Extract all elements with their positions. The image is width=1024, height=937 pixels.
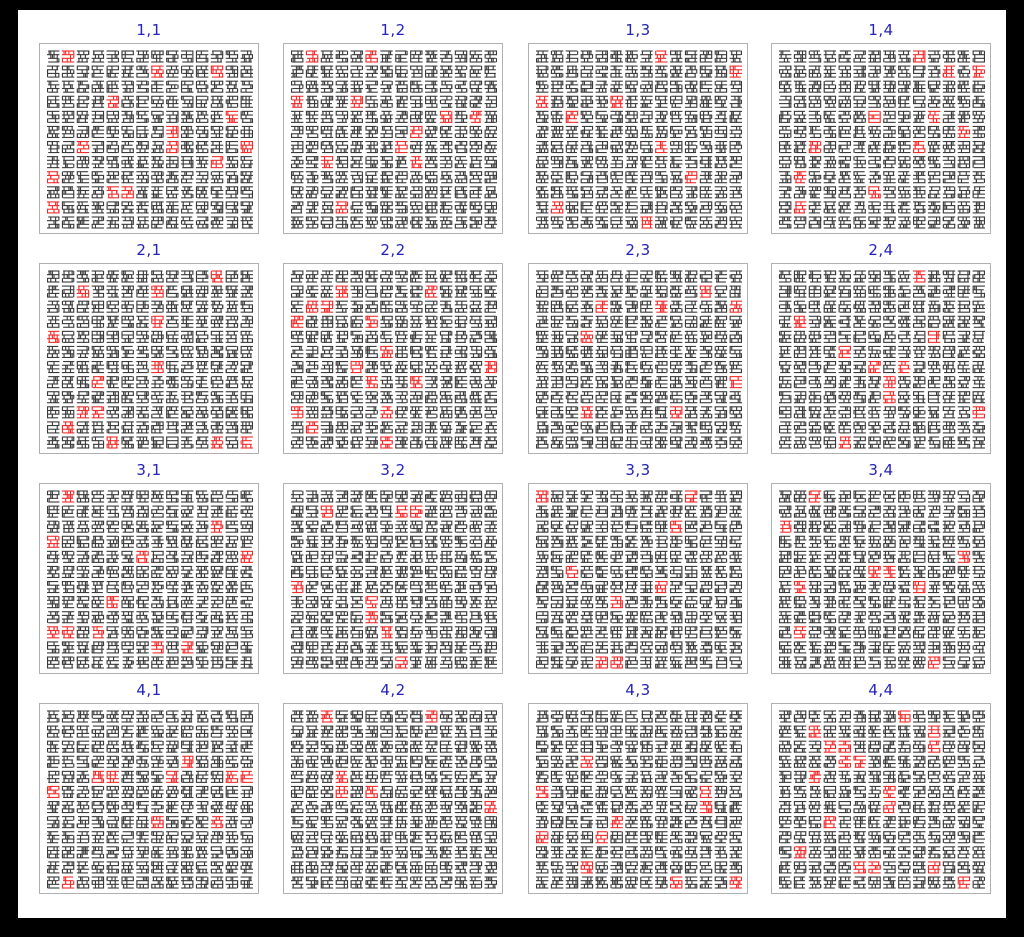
facet-cell-3-2 xyxy=(283,462,503,674)
glyph-panel xyxy=(528,263,748,454)
panel-title: 2,4 xyxy=(868,241,894,259)
glyph-canvas xyxy=(40,264,258,453)
panel-title: 3,2 xyxy=(380,461,406,479)
glyph-panel xyxy=(39,483,259,674)
panel-title: 3,4 xyxy=(868,461,894,479)
facet-cell-1-3 xyxy=(528,22,748,234)
panel-title: 1,4 xyxy=(868,21,894,39)
facet-cell-4-4 xyxy=(771,682,991,894)
facet-cell-2-1 xyxy=(39,242,259,454)
facet-cell-2-4 xyxy=(771,242,991,454)
glyph-panel xyxy=(771,263,991,454)
figure-canvas xyxy=(18,10,1006,918)
glyph-panel xyxy=(528,483,748,674)
glyph-canvas xyxy=(529,264,747,453)
glyph-panel xyxy=(39,43,259,234)
glyph-canvas xyxy=(284,264,502,453)
panel-title: 4,2 xyxy=(380,681,406,699)
panel-title: 4,4 xyxy=(868,681,894,699)
panel-title: 3,1 xyxy=(136,461,162,479)
facet-cell-3-1 xyxy=(39,462,259,674)
glyph-canvas xyxy=(284,44,502,233)
panel-title: 1,2 xyxy=(380,21,406,39)
glyph-canvas xyxy=(772,484,990,673)
facet-cell-4-2 xyxy=(283,682,503,894)
glyph-panel xyxy=(283,483,503,674)
panel-title: 2,1 xyxy=(136,241,162,259)
facet-cell-3-3 xyxy=(528,462,748,674)
facet-cell-1-2 xyxy=(283,22,503,234)
glyph-canvas xyxy=(529,704,747,893)
facet-cell-4-1 xyxy=(39,682,259,894)
panel-title: 3,3 xyxy=(625,461,651,479)
glyph-panel xyxy=(771,43,991,234)
panel-title: 1,1 xyxy=(136,21,162,39)
glyph-canvas xyxy=(772,704,990,893)
panel-title: 2,3 xyxy=(625,241,651,259)
glyph-panel xyxy=(771,483,991,674)
panel-title: 4,1 xyxy=(136,681,162,699)
facet-cell-2-2 xyxy=(283,242,503,454)
glyph-canvas xyxy=(772,264,990,453)
facet-cell-1-4 xyxy=(771,22,991,234)
glyph-panel xyxy=(771,703,991,894)
glyph-canvas xyxy=(284,484,502,673)
panel-title: 1,3 xyxy=(625,21,651,39)
glyph-panel xyxy=(528,703,748,894)
glyph-canvas xyxy=(40,484,258,673)
facet-cell-3-4 xyxy=(771,462,991,674)
glyph-panel xyxy=(283,43,503,234)
glyph-canvas xyxy=(40,704,258,893)
glyph-panel xyxy=(283,703,503,894)
glyph-canvas xyxy=(284,704,502,893)
glyph-panel xyxy=(39,263,259,454)
glyph-canvas xyxy=(40,44,258,233)
facet-cell-2-3 xyxy=(528,242,748,454)
facet-cell-4-3 xyxy=(528,682,748,894)
glyph-canvas xyxy=(529,44,747,233)
glyph-canvas xyxy=(772,44,990,233)
glyph-panel xyxy=(283,263,503,454)
panel-title: 2,2 xyxy=(380,241,406,259)
facet-cell-1-1 xyxy=(39,22,259,234)
panel-title: 4,3 xyxy=(625,681,651,699)
glyph-canvas xyxy=(529,484,747,673)
glyph-panel xyxy=(39,703,259,894)
glyph-panel xyxy=(528,43,748,234)
